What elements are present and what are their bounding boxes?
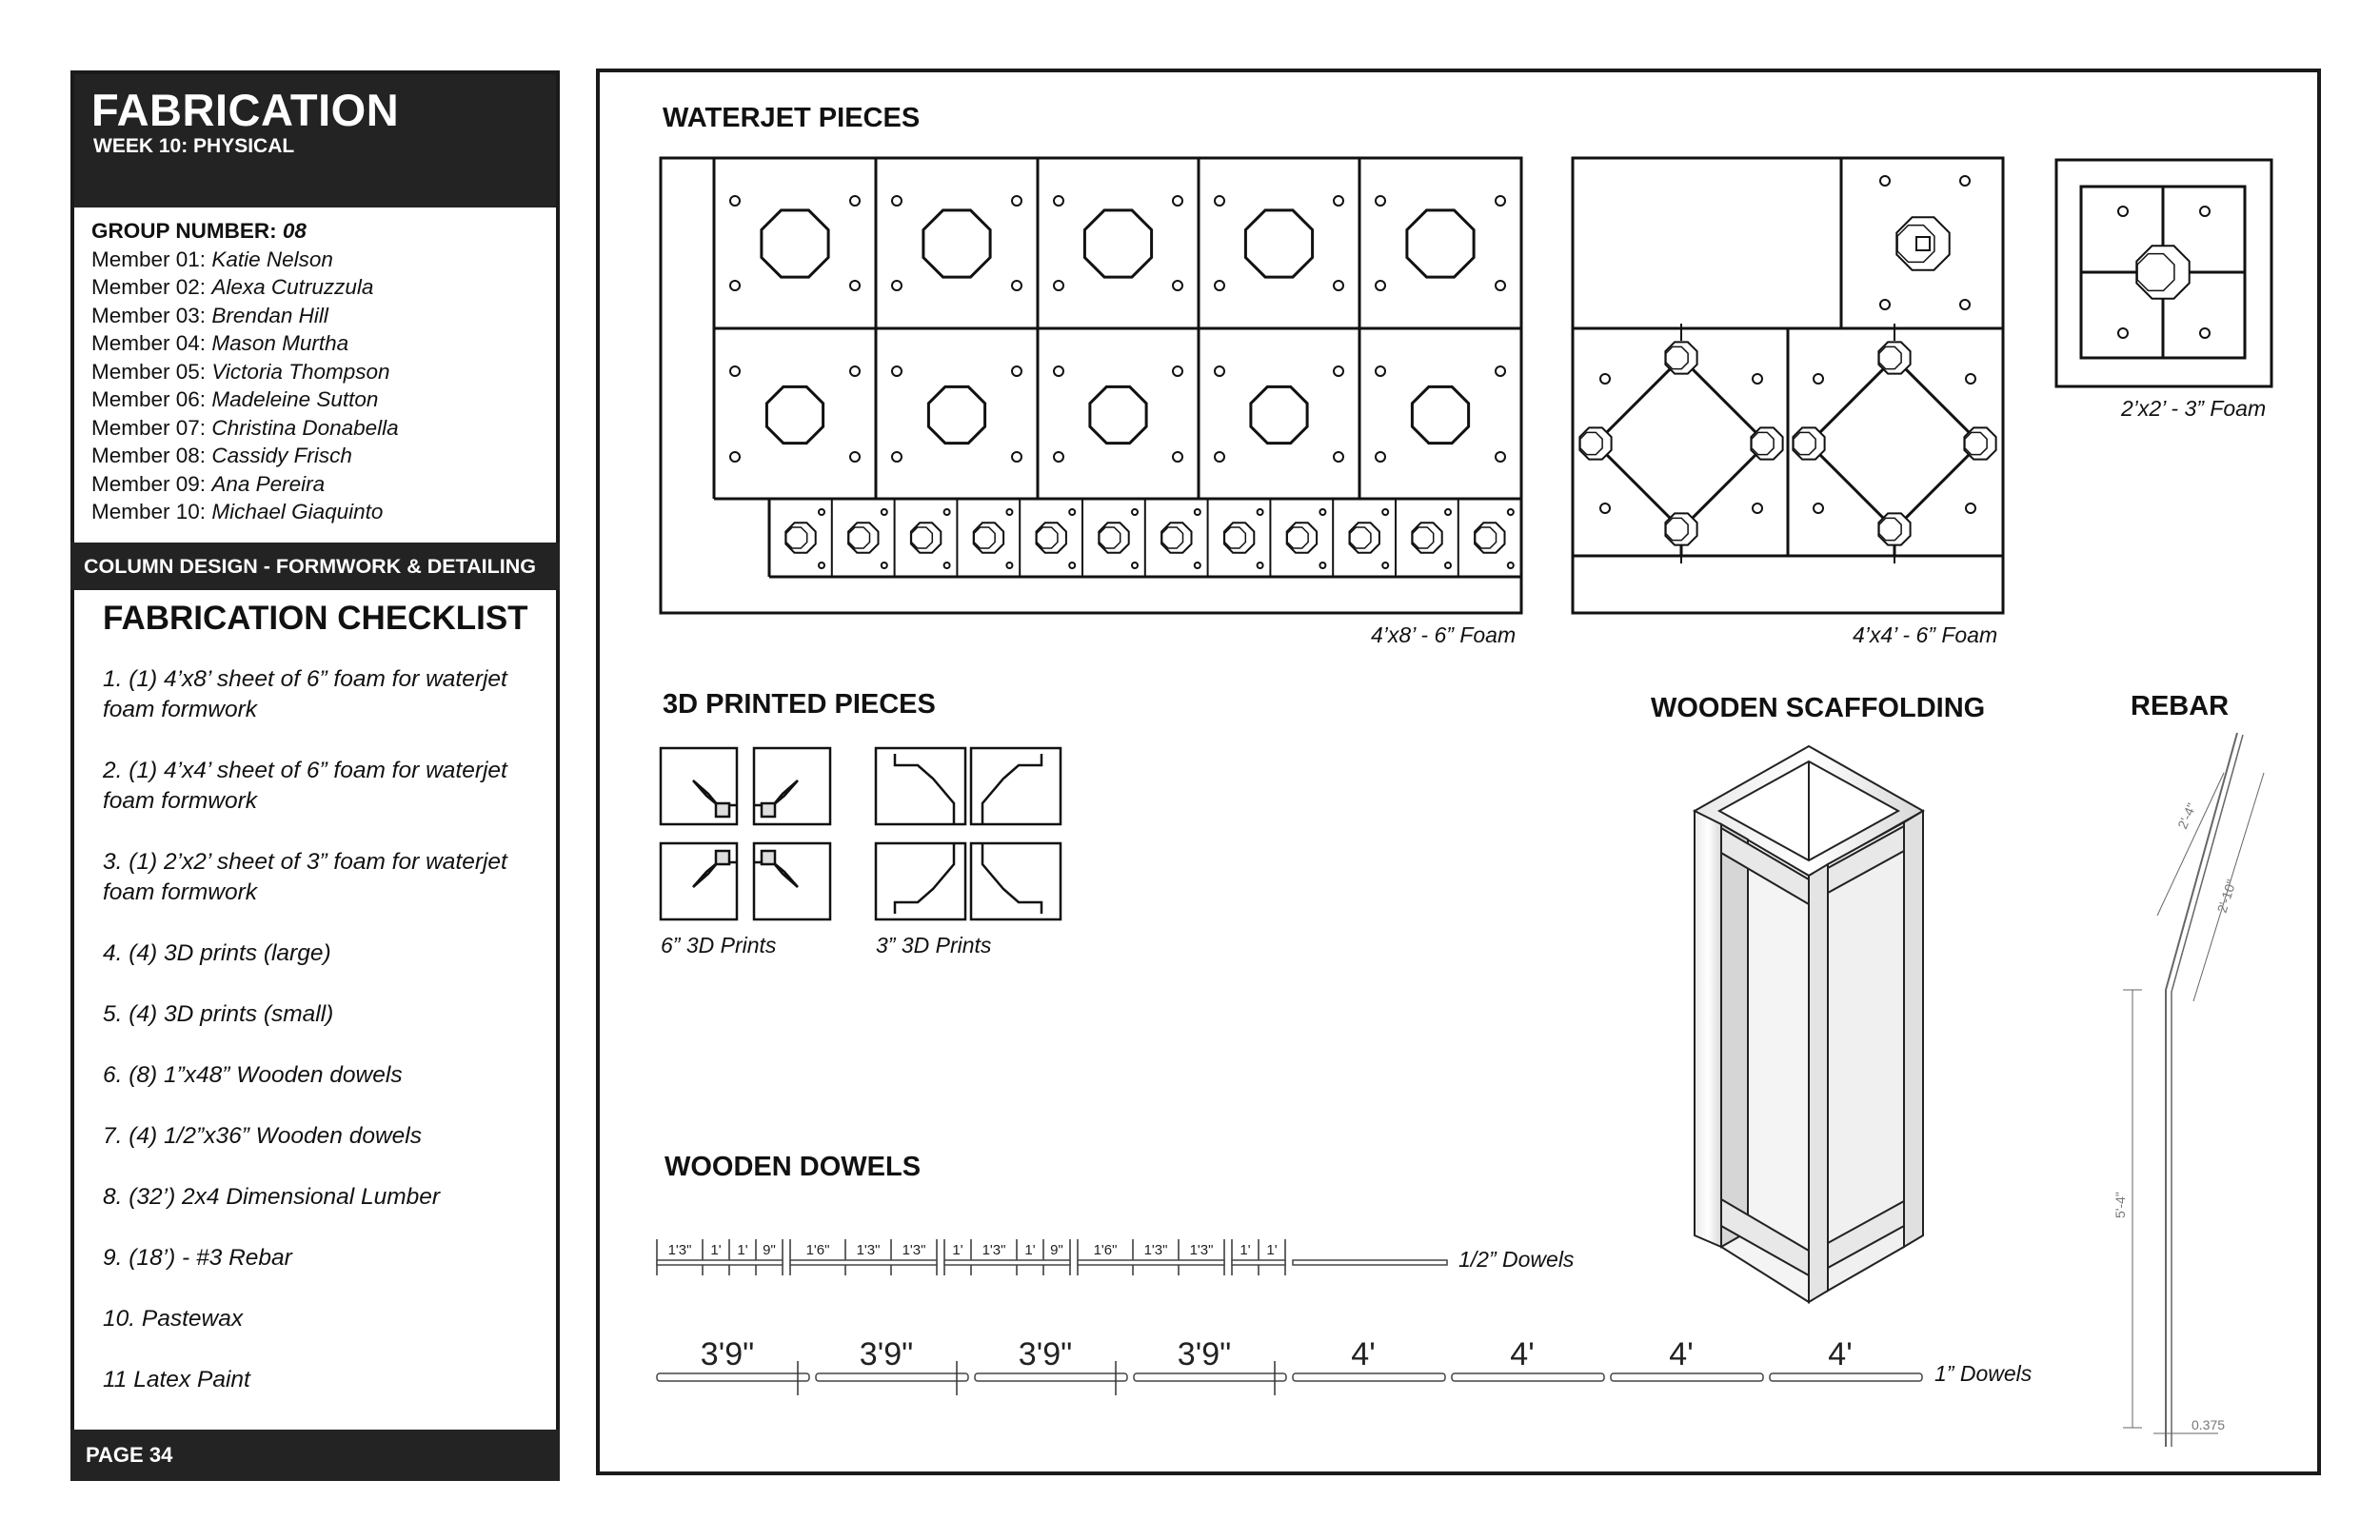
rebar-dim-diameter: 0.375 [2192, 1417, 2226, 1432]
print-profile [982, 754, 1041, 824]
member-label: Member 02: [91, 275, 207, 299]
bolt-hole [1215, 452, 1224, 462]
half-inch-dowels [657, 1239, 1447, 1275]
bolt-hole [1173, 196, 1182, 206]
dowel-length-label: 3'9" [859, 1336, 914, 1372]
foam-sheet-4x8 [661, 158, 1521, 613]
bolt-hole [1054, 366, 1063, 376]
print-tile [971, 748, 1061, 824]
rebar-title: REBAR [2131, 691, 2230, 721]
member-label: Member 08: [91, 444, 207, 467]
bolt-hole [1814, 503, 1823, 513]
dowel-length-label: 1'3" [982, 1242, 1006, 1258]
member-label: Member 06: [91, 387, 207, 411]
page-number: PAGE 34 [70, 1430, 560, 1481]
bolt-hole [892, 366, 902, 376]
dowel-length-label: 1'3" [856, 1242, 881, 1258]
member-name: Cassidy Frisch [211, 444, 352, 467]
diamond-outline [1809, 358, 1980, 529]
bolt-hole [1132, 509, 1138, 515]
bolt-hole [1132, 563, 1138, 568]
dowel-length-label: 9" [763, 1242, 776, 1258]
one-inch-dowel [657, 1373, 809, 1381]
bolt-hole [1334, 366, 1343, 376]
bolt-hole [1054, 281, 1063, 290]
bolt-hole [1012, 281, 1021, 290]
bolt-hole [1054, 196, 1063, 206]
one-inch-dowels [657, 1336, 1922, 1395]
one-inch-dowel [975, 1373, 1127, 1381]
bolt-hole [1012, 366, 1021, 376]
bolt-hole [730, 452, 740, 462]
bolt-hole [1195, 563, 1200, 568]
bolt-hole [2200, 328, 2210, 338]
bolt-hole [730, 196, 740, 206]
bolt-hole [1012, 196, 1021, 206]
3d-prints [661, 748, 1061, 919]
dowel-length-label: 4' [1669, 1336, 1694, 1372]
dowel-length-label: 1'3" [1189, 1242, 1214, 1258]
center-square [1916, 237, 1930, 250]
bolt-hole [1069, 563, 1075, 568]
bolt-hole [1960, 176, 1970, 186]
bolt-hole [1376, 366, 1385, 376]
checklist-item: 1. (1) 4’x8’ sheet of 6” foam for waterjet foam formwork [103, 666, 507, 722]
octagon-cutout [1090, 386, 1146, 443]
checklist-item: 5. (4) 3D prints (small) [103, 1001, 334, 1027]
dowel-length-label: 1' [952, 1242, 963, 1258]
print-profile [895, 843, 954, 914]
octagon-cutout [1407, 210, 1474, 277]
bolt-hole [1496, 452, 1505, 462]
bolt-hole [1376, 452, 1385, 462]
dowel-length-label: 9" [1050, 1242, 1063, 1258]
member-label: Member 07: [91, 415, 207, 440]
octagon-cutout [762, 210, 828, 277]
octagon-cutout [1084, 210, 1151, 277]
checklist-item: 3. (1) 2’x2’ sheet of 3” foam for waterjet foam formwork [103, 849, 507, 905]
bolt-hole [1006, 563, 1012, 568]
octagon-cutout [1245, 210, 1312, 277]
bolt-hole [1334, 281, 1343, 290]
print-6in-caption: 6” 3D Prints [661, 933, 777, 958]
dowel-length-label: 3'9" [700, 1336, 755, 1372]
bolt-hole [1600, 374, 1610, 384]
dowel-length-label: 4' [1351, 1336, 1376, 1372]
member-name: Alexa Cutruzzula [211, 275, 374, 299]
print-profile [693, 780, 737, 805]
print-profile [693, 862, 737, 887]
group-label: GROUP NUMBER: [91, 219, 277, 243]
diamond-outline [1596, 358, 1767, 529]
foam-4x8-caption: 4’x8’ - 6” Foam [1371, 622, 1517, 647]
member-name: Victoria Thompson [211, 359, 390, 384]
member-name: Mason Murtha [211, 331, 349, 355]
group-number: 08 [282, 219, 307, 243]
one-inch-dowel [1611, 1373, 1763, 1381]
bolt-hole [1382, 563, 1388, 568]
dowel-length-label: 1' [1266, 1242, 1278, 1258]
bolt-hole [1496, 366, 1505, 376]
one-inch-dowel [816, 1373, 968, 1381]
bolt-hole [944, 509, 950, 515]
bolt-hole [1006, 509, 1012, 515]
bolt-hole [819, 563, 824, 568]
bolt-hole [730, 281, 740, 290]
half-inch-dowel [1232, 1260, 1285, 1265]
dowel-length-label: 1'3" [1143, 1242, 1168, 1258]
bolt-hole [2118, 207, 2128, 216]
half-inch-dowel-remainder [1293, 1260, 1447, 1265]
waterjet-title: WATERJET PIECES [663, 103, 921, 133]
bolt-hole [1195, 509, 1200, 515]
bolt-hole [1496, 281, 1505, 290]
octagon-cutout [766, 386, 823, 443]
scaffolding-title: WOODEN SCAFFOLDING [1651, 693, 1986, 723]
checklist-item: 8. (32’) 2x4 Dimensional Lumber [103, 1184, 441, 1210]
member-label: Member 05: [91, 359, 207, 384]
checklist-item: 11 Latex Paint [103, 1367, 250, 1392]
half-inch-dowel [1078, 1260, 1224, 1265]
print-profile [754, 862, 798, 887]
dowel-length-label: 1'3" [902, 1242, 926, 1258]
dowel-length-label: 4' [1510, 1336, 1535, 1372]
bolt-hole [1376, 281, 1385, 290]
member-name: Madeleine Sutton [211, 387, 379, 411]
checklist-item: 2. (1) 4’x4’ sheet of 6” foam for waterjet foam formwork [103, 758, 507, 814]
bolt-hole [882, 563, 887, 568]
bolt-hole [1445, 509, 1451, 515]
bolt-hole [1173, 281, 1182, 290]
bolt-hole [1054, 452, 1063, 462]
dowel-length-label: 3'9" [1018, 1336, 1073, 1372]
dowel-length-label: 3'9" [1177, 1336, 1232, 1372]
print-notch [716, 851, 729, 864]
rebar-dim-bottom: 5'-4" [2112, 1192, 2128, 1218]
checklist-item: 9. (18’) - #3 Rebar [103, 1245, 292, 1271]
bolt-hole [2118, 328, 2128, 338]
bolt-hole [1334, 452, 1343, 462]
bolt-hole [1376, 196, 1385, 206]
bolt-hole [944, 563, 950, 568]
bolt-hole [1258, 563, 1263, 568]
one-inch-dowel [1770, 1373, 1922, 1381]
foam-4x4-caption: 4’x4’ - 6” Foam [1853, 622, 1998, 647]
half-inch-dowels-caption: 1/2” Dowels [1458, 1247, 1575, 1272]
print-tile [971, 843, 1061, 919]
dowel-length-label: 1'3" [667, 1242, 692, 1258]
member-label: Member 03: [91, 303, 207, 327]
member-name: Ana Pereira [211, 471, 326, 496]
one-inch-dowel [1452, 1373, 1604, 1381]
checklist-item: 10. Pastewax [103, 1306, 244, 1332]
member-name: Michael Giaquinto [211, 500, 384, 523]
bolt-hole [1508, 509, 1514, 515]
bolt-hole [850, 452, 860, 462]
member-label: Member 09: [91, 471, 207, 496]
member-label: Member 01: [91, 247, 207, 271]
dowels-title: WOODEN DOWELS [664, 1152, 922, 1182]
print-profile [982, 843, 1041, 914]
rebar-drawing [2123, 733, 2264, 1447]
bolt-hole [1319, 563, 1325, 568]
bolt-hole [2200, 207, 2210, 216]
bolt-hole [1069, 509, 1075, 515]
print-3in-caption: 3” 3D Prints [876, 933, 992, 958]
bolt-hole [1880, 176, 1890, 186]
bolt-hole [1496, 196, 1505, 206]
member-name: Katie Nelson [211, 247, 333, 271]
octagon-cutout [1412, 386, 1468, 443]
bolt-hole [1753, 503, 1762, 513]
bolt-hole [1334, 196, 1343, 206]
dowel-length-label: 1' [1240, 1242, 1251, 1258]
dowel-length-label: 1'6" [1093, 1242, 1118, 1258]
page-title: FABRICATION [91, 85, 400, 135]
bolt-hole [882, 509, 887, 515]
bolt-hole [892, 196, 902, 206]
bolt-hole [1173, 452, 1182, 462]
bolt-hole [1258, 509, 1263, 515]
bolt-hole [1753, 374, 1762, 384]
bolt-hole [1880, 300, 1890, 309]
bolt-hole [1508, 563, 1514, 568]
half-inch-dowel [790, 1260, 937, 1265]
section-header: COLUMN DESIGN - FORMWORK & DETAILING [70, 543, 560, 590]
dowel-length-label: 1' [1024, 1242, 1036, 1258]
member-label: Member 10: [91, 500, 207, 523]
checklist-item: 7. (4) 1/2”x36” Wooden dowels [103, 1123, 422, 1149]
octagon-cutout [923, 210, 990, 277]
half-inch-dowel [944, 1260, 1070, 1265]
print-profile [895, 754, 954, 824]
bolt-hole [819, 509, 824, 515]
print-notch [762, 851, 775, 864]
bolt-hole [1215, 196, 1224, 206]
member-name: Brendan Hill [211, 303, 328, 327]
checklist-title: FABRICATION CHECKLIST [103, 600, 528, 637]
bolt-hole [1814, 374, 1823, 384]
bolt-hole [850, 196, 860, 206]
print-profile [754, 780, 798, 805]
one-inch-dowel [1293, 1373, 1445, 1381]
foam-sheet-4x4 [1573, 158, 2003, 613]
bolt-hole [1600, 503, 1610, 513]
print-tile [876, 843, 965, 919]
octagon-cutout [928, 386, 984, 443]
foam-sheet-2x2 [2056, 160, 2271, 386]
member-name: Christina Donabella [211, 415, 399, 440]
half-inch-dowel [657, 1260, 783, 1265]
bolt-hole [850, 366, 860, 376]
one-inch-dowel [1134, 1373, 1286, 1381]
rebar-dim-top: 2'-4" [2174, 800, 2200, 832]
bolt-hole [1215, 366, 1224, 376]
bolt-hole [892, 281, 902, 290]
bolt-hole [1966, 374, 1975, 384]
bolt-hole [850, 281, 860, 290]
bolt-hole [1382, 509, 1388, 515]
bolt-hole [1012, 452, 1021, 462]
dowel-length-label: 1'6" [805, 1242, 830, 1258]
bolt-hole [1966, 503, 1975, 513]
week-subtitle: WEEK 10: PHYSICAL [93, 135, 295, 157]
print-tile [876, 748, 965, 824]
rebar-dim-mid: 2'-10" [2213, 878, 2239, 915]
print-notch [762, 803, 775, 817]
one-inch-dowels-caption: 1” Dowels [1934, 1361, 2033, 1386]
bolt-hole [1215, 281, 1224, 290]
printed-title: 3D PRINTED PIECES [663, 689, 936, 720]
checklist-item: 4. (4) 3D prints (large) [103, 940, 331, 966]
dowel-length-label: 4' [1828, 1336, 1853, 1372]
member-label: Member 04: [91, 331, 207, 355]
bolt-hole [1319, 509, 1325, 515]
dowel-length-label: 1' [737, 1242, 748, 1258]
foam-2x2-caption: 2’x2’ - 3” Foam [2121, 396, 2267, 421]
octagon-cutout [1251, 386, 1307, 443]
bolt-hole [1960, 300, 1970, 309]
bolt-hole [892, 452, 902, 462]
checklist-item: 6. (8) 1”x48” Wooden dowels [103, 1062, 403, 1088]
dowel-length-label: 1' [710, 1242, 722, 1258]
bolt-hole [730, 366, 740, 376]
bolt-hole [1173, 366, 1182, 376]
print-notch [716, 803, 729, 817]
wooden-scaffolding [1695, 746, 1923, 1302]
bolt-hole [1445, 563, 1451, 568]
